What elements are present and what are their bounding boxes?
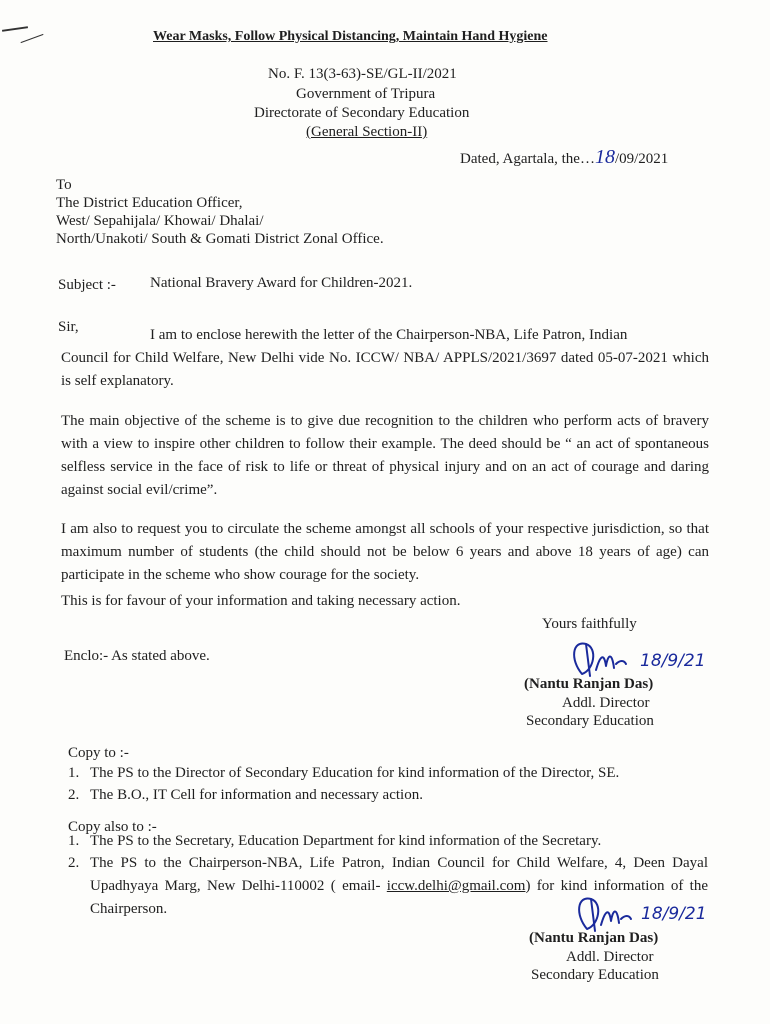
paragraph-1-continuation: Council for Child Welfare, New Delhi vide No. ICCW/ NBA/ APPLS/2021/3697 dated 05-07-2021 which is self explanatory.	[61, 350, 709, 389]
dated-day: 18	[594, 146, 615, 168]
to-line-3: North/Unakoti/ South & Gomati District Zonal Office.	[56, 231, 384, 247]
subject-label: Subject :-	[58, 277, 116, 293]
email-address: iccw.delhi@gmail.com	[386, 878, 526, 894]
section-name: (General Section-II)	[306, 124, 428, 140]
dated-prefix: Dated, Agartala, the	[460, 151, 580, 167]
to-line-2: West/ Sepahijala/ Khowai/ Dhalai/	[56, 213, 264, 229]
paragraph-3: I am also to request you to circulate the scheme amongst all schools of your respective jurisdiction, so that maximum number of students (the child should not be below 6 years and above 18 years of age) can participate in the scheme who show courage for the society.	[61, 521, 709, 583]
copy-to-label: Copy to :-	[68, 745, 129, 761]
dated-monthyear: /09/2021	[614, 151, 669, 167]
paragraph-2: The main objective of the scheme is to give due recognition to the children who perform acts of bravery with a view to inspire other children to follow their example. The deed should be “ an act of spontaneous selfless service in the face of risk to life or threat of physical injury and on an act of courage and daring against social evil/crime”.	[61, 413, 709, 498]
signatory-designation-2: Addl. Director	[566, 949, 654, 965]
copy-also-item-2: 2. The PS to the Chairperson-NBA, Life Patron, Indian Council for Child Welfare, 4, Deen Dayal Upadhyaya Marg, New Delhi-110002 ( email- iccw.delhi@gmail.com) for kind information of the Chairperson.	[68, 855, 708, 917]
paragraph-4: This is for favour of your information and taking necessary action.	[61, 593, 461, 609]
signatory-name-2: (Nantu Ranjan Das)	[529, 930, 659, 946]
government-name: Government of Tripura	[296, 86, 436, 102]
signatory-office-2: Secondary Education	[531, 967, 659, 983]
dated-line: Dated, Agartala, the…18/09/2021	[460, 146, 669, 168]
to-label: To	[56, 177, 72, 193]
copy-also-item-1: 1. The PS to the Secretary, Education Department for kind information of the Secretary.	[68, 833, 602, 849]
enclosure-note: Enclo:- As stated above.	[64, 648, 210, 664]
copy-to-item-1: 1. The PS to the Director of Secondary Education for kind information of the Director, SE.	[68, 765, 620, 781]
signature-2-date: 18/9/21	[641, 904, 707, 924]
signatory-designation-1: Addl. Director	[562, 695, 650, 711]
signature-1-date: 18/9/21	[640, 651, 706, 671]
hygiene-banner: Wear Masks, Follow Physical Distancing, Maintain Hand Hygiene	[153, 29, 548, 44]
copy-also-label: Copy also to :-	[68, 819, 157, 835]
to-line-1: The District Education Officer,	[56, 195, 243, 211]
paragraph-1-first-line: I am to enclose herewith the letter of the Chairperson-NBA, Life Patron, Indian	[150, 327, 628, 343]
directorate-name: Directorate of Secondary Education	[254, 105, 470, 121]
scan-mark	[2, 26, 28, 32]
subject-text: National Bravery Award for Children-2021.	[150, 275, 413, 291]
signatory-office-1: Secondary Education	[526, 713, 654, 729]
signatory-name-1: (Nantu Ranjan Das)	[524, 676, 654, 692]
closing: Yours faithfully	[542, 616, 637, 632]
copy-to-item-2: 2. The B.O., IT Cell for information and necessary action.	[68, 787, 423, 803]
salutation: Sir,	[58, 319, 79, 335]
scan-mark	[21, 34, 44, 43]
file-number: No. F. 13(3-63)-SE/GL-II/2021	[268, 66, 457, 82]
